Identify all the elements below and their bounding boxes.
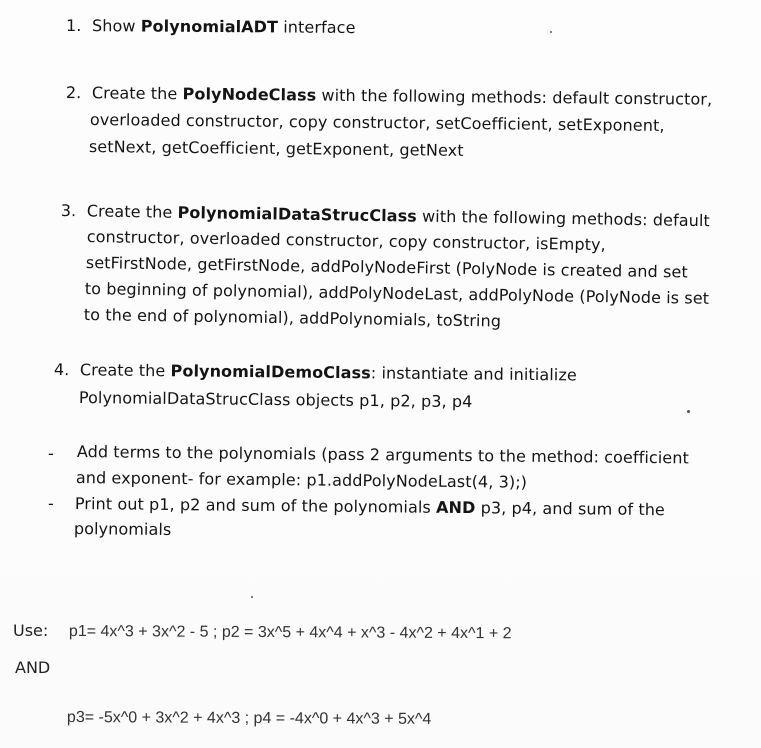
bullet-2-line-1: [75, 494, 665, 520]
use-label: Use:: [13, 621, 49, 640]
item-2-line-2: overloaded constructor, copy constructor, setCoefficient, setExponent,: [89, 110, 665, 136]
item-text-prefix: Create the: [86, 201, 178, 222]
item-3-line-1: [61, 201, 710, 231]
bullet-2-line-2: polynomials: [73, 519, 172, 540]
item-bold-term: PolynomialDemoClass: [170, 361, 371, 383]
scan-speck: [687, 410, 690, 413]
item-number: 2.: [65, 83, 82, 103]
use-p3-p4-line: p3= -5x^0 + 3x^2 + 4x^3 ; p4 = -4x^0 + 4x^3 + 5x^4: [66, 709, 432, 728]
bullet-dash: -: [48, 444, 54, 463]
scan-speck: [550, 31, 552, 33]
item-3-line-5: to the end of polynomial), addPolynomials, toString: [83, 305, 502, 331]
bullet-dash: -: [48, 494, 54, 513]
bullet-1-line-2: and exponent- for example: p1.addPolyNodeLast(4, 3);): [75, 468, 528, 492]
item-text-suffix: interface: [278, 17, 356, 38]
and-label: AND: [15, 658, 51, 677]
item-text-suffix: with the following methods: default constructor,: [316, 85, 713, 109]
item-3-line-2: constructor, overloaded constructor, copy constructor, isEmpty,: [86, 227, 606, 255]
item-3-line-4: to beginning of polynomial), addPolyNodeLast, addPolyNode (PolyNode is set: [84, 279, 710, 308]
bullet-text-prefix: Print out p1, p2 and sum of the polynomials: [74, 494, 437, 517]
item-text-suffix: : instantiate and initialize: [370, 363, 577, 385]
use-p1-p2-line: p1= 4x^3 + 3x^2 - 5 ; p2 = 3x^5 + 4x^4 + x^3 - 4x^2 + 4x^1 + 2: [68, 623, 512, 643]
item-text-prefix: Show: [91, 16, 141, 36]
item-4-line-2: PolynomialDataStrucClass objects p1, p2, p3, p4: [78, 388, 473, 412]
item-text-prefix: Create the: [79, 360, 171, 381]
item-3-line-3: setFirstNode, getFirstNode, addPolyNodeFirst (PolyNode is created and set: [85, 253, 688, 282]
item-text-suffix: with the following methods: default: [416, 206, 710, 231]
scan-speck: [251, 596, 253, 598]
item-number: 4.: [53, 360, 70, 380]
item-4-line-1: [54, 360, 577, 385]
item-bold-term: PolynomialDataStrucClass: [177, 202, 418, 226]
bullet-1-line-1: Add terms to the polynomials (pass 2 arguments to the method: coefficient: [76, 442, 690, 468]
item-number: 1.: [65, 15, 82, 36]
item-bold-term: PolyNodeClass: [182, 84, 317, 105]
bullet-bold-term: AND: [435, 497, 476, 518]
item-2-line-3: setNext, getCoefficient, getExponent, getNext: [88, 137, 464, 160]
item-2-line-1: [66, 83, 713, 110]
item-bold-term: PolynomialADT: [140, 16, 279, 37]
bullet-text-suffix: p3, p4, and sum of the: [475, 498, 666, 520]
item-1: [66, 16, 356, 38]
item-text-prefix: Create the: [91, 83, 183, 104]
item-number: 3.: [60, 201, 77, 221]
